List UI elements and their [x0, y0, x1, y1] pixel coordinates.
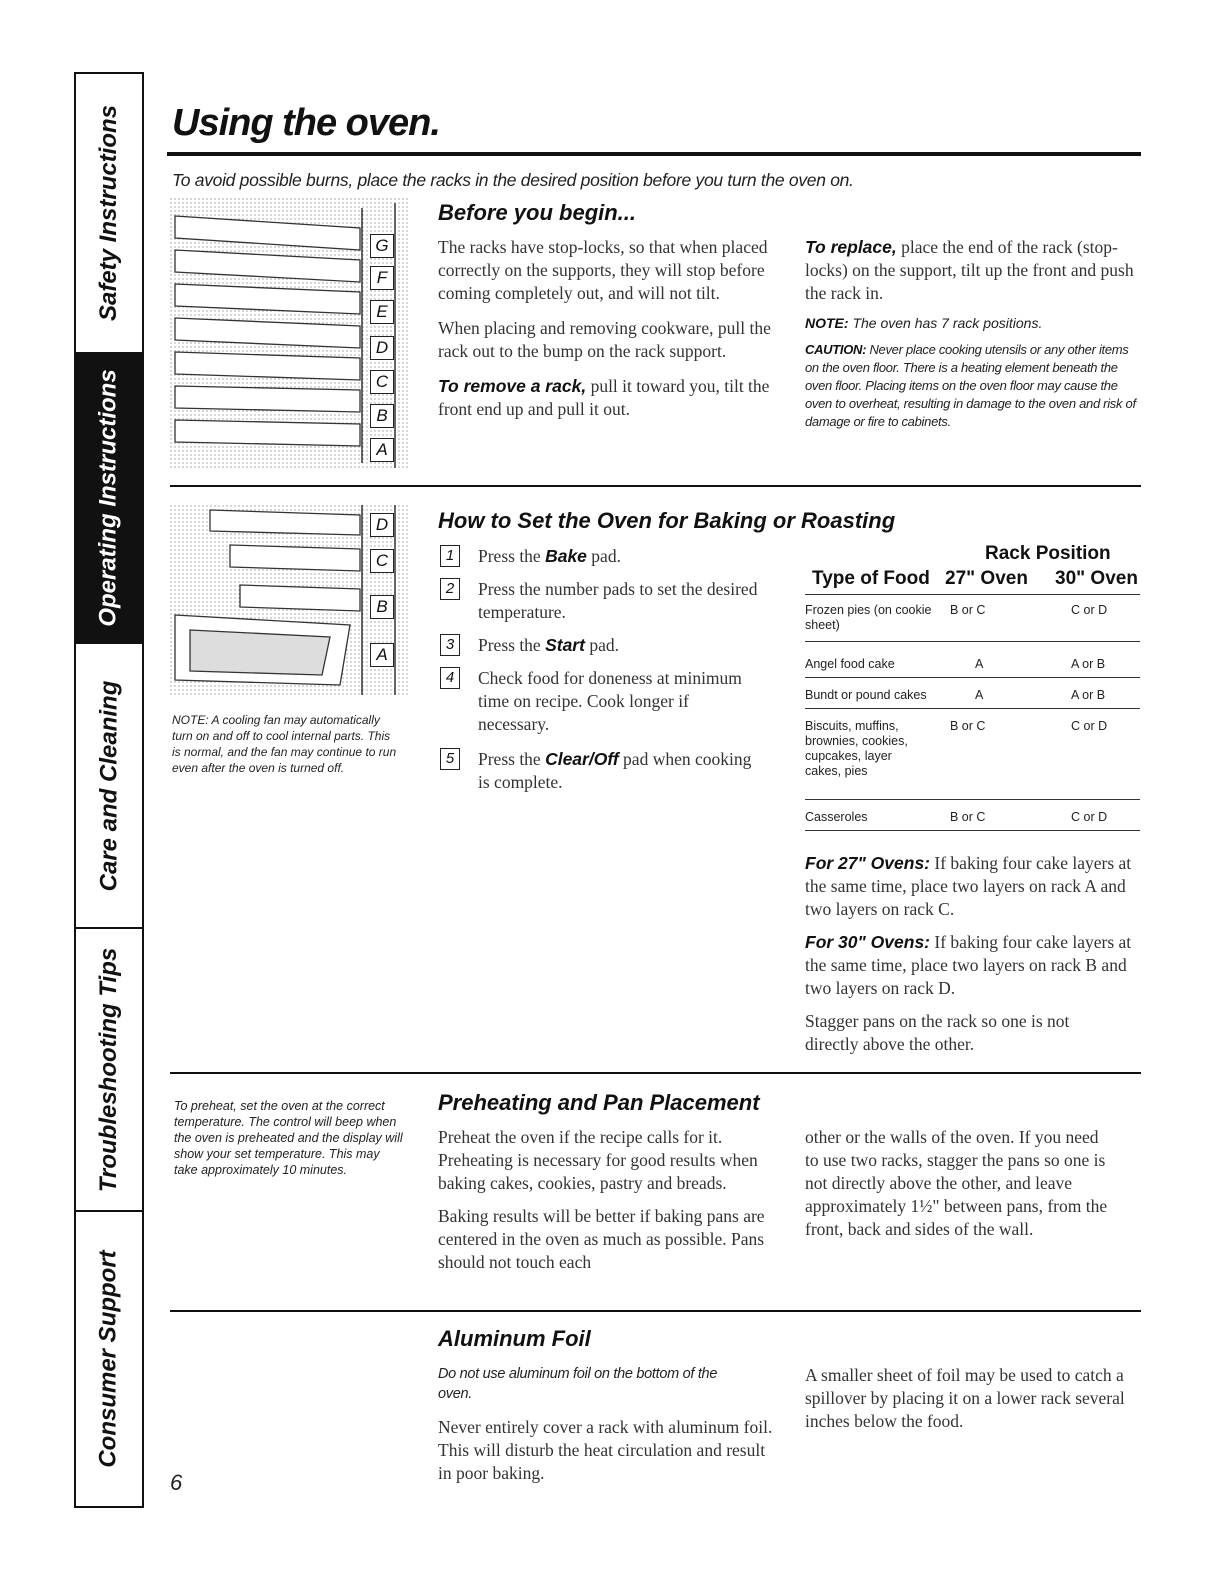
table-row [805, 688, 1140, 709]
for-30-note [805, 931, 1145, 1000]
step-number: 3 [440, 634, 460, 656]
foil-col1 [438, 1364, 778, 1485]
table-row [805, 719, 1140, 800]
rack-letter-e: E [370, 300, 394, 324]
tab-care-and-cleaning[interactable]: Care and Cleaning [76, 644, 142, 929]
replace-label: To replace, [805, 237, 897, 257]
rack-letter-c: C [370, 370, 394, 394]
preheating-heading: Preheating and Pan Placement [438, 1090, 760, 1115]
step-text-end: pad when cooking is complete. [478, 749, 752, 792]
tab-safety-instructions[interactable]: Safety Instructions [76, 74, 142, 354]
step-1 [440, 545, 780, 568]
intro-text: To avoid possible burns, place the racks in the desired position before you turn the oven on. [172, 170, 854, 190]
section-tab-bar [74, 72, 144, 1508]
section-rule-3 [170, 1310, 1141, 1312]
step-text: Check food for doneness at minimum time on recipe. Cook longer if necessary. [478, 668, 742, 734]
preheat-paragraph-2: Baking results will be better if baking pans are centered in the oven as much as possible. Pans should not touch each [438, 1206, 765, 1272]
preheat-side-note: To preheat, set the oven at the correct temperature. The control will beep when the oven is preheated and the display will show your set temperature. This may take approximately 10 minutes. [174, 1099, 403, 1177]
caution-label: CAUTION: [805, 342, 867, 357]
for-27-note [805, 852, 1145, 921]
step-text: Press the number pads to set the desired temperature. [478, 579, 758, 622]
remove-rack-text: pull it toward you, tilt the front end up and pull it out. [438, 376, 770, 419]
rack-letter-d: D [370, 513, 394, 537]
food-cell: Frozen pies (on cookie sheet) [805, 603, 932, 632]
cooling-fan-note: NOTE: A cooling fan may automatically turn on and off to cool internal parts. This is normal, and the fan may continue to run even after the oven is turned off. [172, 713, 397, 775]
note-label: NOTE: [805, 315, 849, 331]
stagger-note: Stagger pans on the rack so one is not directly above the other. [805, 1011, 1070, 1054]
aluminum-foil-heading: Aluminum Foil [438, 1326, 591, 1351]
for-27-label: For 27" Ovens: [805, 853, 931, 873]
for-30-label: For 30" Ovens: [805, 932, 931, 952]
replace-rack-paragraph [805, 236, 1145, 305]
oven30-cell: C or D [1071, 719, 1108, 733]
food-cell: Biscuits, muffins, brownies, cookies, cupcakes, layer cakes, pies [805, 719, 908, 778]
table-header-food: Type of Food [812, 568, 930, 589]
rack-letter-b: B [370, 404, 394, 428]
foil-paragraph-1: Never entirely cover a rack with aluminum foil. This will disturb the heat circulation and result in poor baking. [438, 1417, 773, 1483]
oven30-cell: C or D [1071, 810, 1108, 824]
oven27-cell: B or C [950, 719, 986, 733]
table-row [805, 603, 1140, 642]
tab-operating-instructions[interactable]: Operating Instructions [76, 354, 142, 644]
for-27-text: If baking four cake layers at the same time, place two layers on rack A and two layers on rack C. [805, 853, 1132, 919]
step-number: 2 [440, 578, 460, 600]
section-rule-2 [170, 1072, 1141, 1074]
step-5 [440, 748, 780, 794]
oven30-cell: C or D [1071, 603, 1108, 617]
step-text: Press the [478, 546, 546, 566]
section-rule-1 [170, 485, 1141, 487]
table-header-27: 27" Oven [945, 568, 1028, 589]
rack-letter-d: D [370, 336, 394, 360]
page-title: Using the oven. [172, 102, 440, 144]
clear-off-pad-label: Clear/Off [545, 749, 619, 769]
foil-warning: Do not use aluminum foil on the bottom of the oven. [438, 1366, 718, 1402]
caution-paragraph [805, 341, 1145, 431]
table-header-30: 30" Oven [1055, 568, 1138, 589]
oven30-cell: A or B [1071, 657, 1106, 671]
rack-letter-b: B [370, 595, 394, 619]
table-row [805, 657, 1140, 678]
before-you-begin-heading: Before you begin... [438, 200, 637, 225]
start-pad-label: Start [545, 635, 585, 655]
step-number: 4 [440, 667, 460, 689]
step-text-end: pad. [586, 546, 621, 566]
oven-racks-illustration [170, 198, 410, 468]
oven-size-notes [805, 852, 1145, 1056]
note-text: The oven has 7 rack positions. [852, 315, 1043, 331]
preheating-col1 [438, 1126, 778, 1274]
step-number: 5 [440, 748, 460, 770]
baking-roasting-heading: How to Set the Oven for Baking or Roasting [438, 508, 896, 533]
rack-letter-a: A [370, 643, 394, 667]
rack-positions-note [805, 315, 1145, 331]
foil-col2 [805, 1364, 1125, 1433]
step-text-end: pad. [584, 635, 619, 655]
before-you-begin-col1 [438, 236, 778, 421]
remove-rack-paragraph [438, 375, 778, 421]
rack-position-group-header: Rack Position [985, 543, 1111, 564]
preheating-col2 [805, 1126, 1115, 1241]
replace-text: place the end of the rack (stop-locks) on the support, tilt up the front and push the rack in. [805, 237, 1134, 303]
remove-rack-label: To remove a rack, [438, 376, 587, 396]
tab-consumer-support[interactable]: Consumer Support [95, 1250, 122, 1468]
oven-baking-illustration [170, 505, 410, 695]
rack-letter-a: A [370, 438, 394, 462]
step-3 [440, 634, 780, 657]
rack-letter-g: G [370, 234, 394, 258]
title-rule [167, 152, 1141, 156]
preheat-paragraph-3: other or the walls of the oven. If you need to use two racks, stagger the pans so one is not directly above the other, and leave approximately 1½" between pans, from the front, back and sides of the wall. [805, 1127, 1108, 1239]
food-cell: Bundt or pound cakes [805, 688, 927, 702]
food-cell: Angel food cake [805, 657, 895, 671]
bake-pad-label: Bake [545, 546, 587, 566]
tab-troubleshooting-tips[interactable]: Troubleshooting Tips [76, 929, 142, 1212]
oven27-cell: B or C [950, 603, 986, 617]
step-text: Press the [478, 635, 546, 655]
table-header-rule [805, 594, 1140, 595]
oven27-cell: B or C [950, 810, 986, 824]
rack-letter-f: F [370, 266, 394, 290]
preheat-paragraph-1: Preheat the oven if the recipe calls for it. Preheating is necessary for good results when baking cakes, cookies, pastry and breads. [438, 1127, 758, 1193]
step-2 [440, 578, 780, 624]
caution-text: Never place cooking utensils or any other items on the oven floor. There is a heating element beneath the oven floor. Placing items on the oven floor may cause the oven to overheat, resulting in damage to the oven and risk of damage or fire to cabinets. [805, 342, 1136, 429]
food-cell: Casseroles [805, 810, 868, 824]
oven27-cell: A [975, 657, 984, 671]
table-row [805, 810, 1140, 831]
oven27-cell: A [975, 688, 984, 702]
rack-letter-c: C [370, 549, 394, 573]
before-you-begin-col2 [805, 236, 1145, 431]
foil-paragraph-2: A smaller sheet of foil may be used to catch a spillover by placing it on a lower rack several inches below the food. [805, 1365, 1125, 1431]
stop-locks-paragraph: The racks have stop-locks, so that when placed correctly on the supports, they will stop before coming completely out, and will not tilt. [438, 237, 768, 303]
oven30-cell: A or B [1071, 688, 1106, 702]
step-4 [440, 667, 780, 736]
page-number: 6 [170, 1470, 183, 1495]
for-30-text: If baking four cake layers at the same time, place two layers on rack B and two layers on rack D. [805, 932, 1132, 998]
cookware-paragraph: When placing and removing cookware, pull the rack out to the bump on the rack support. [438, 318, 771, 361]
step-text: Press the [478, 749, 546, 769]
step-number: 1 [440, 545, 460, 567]
